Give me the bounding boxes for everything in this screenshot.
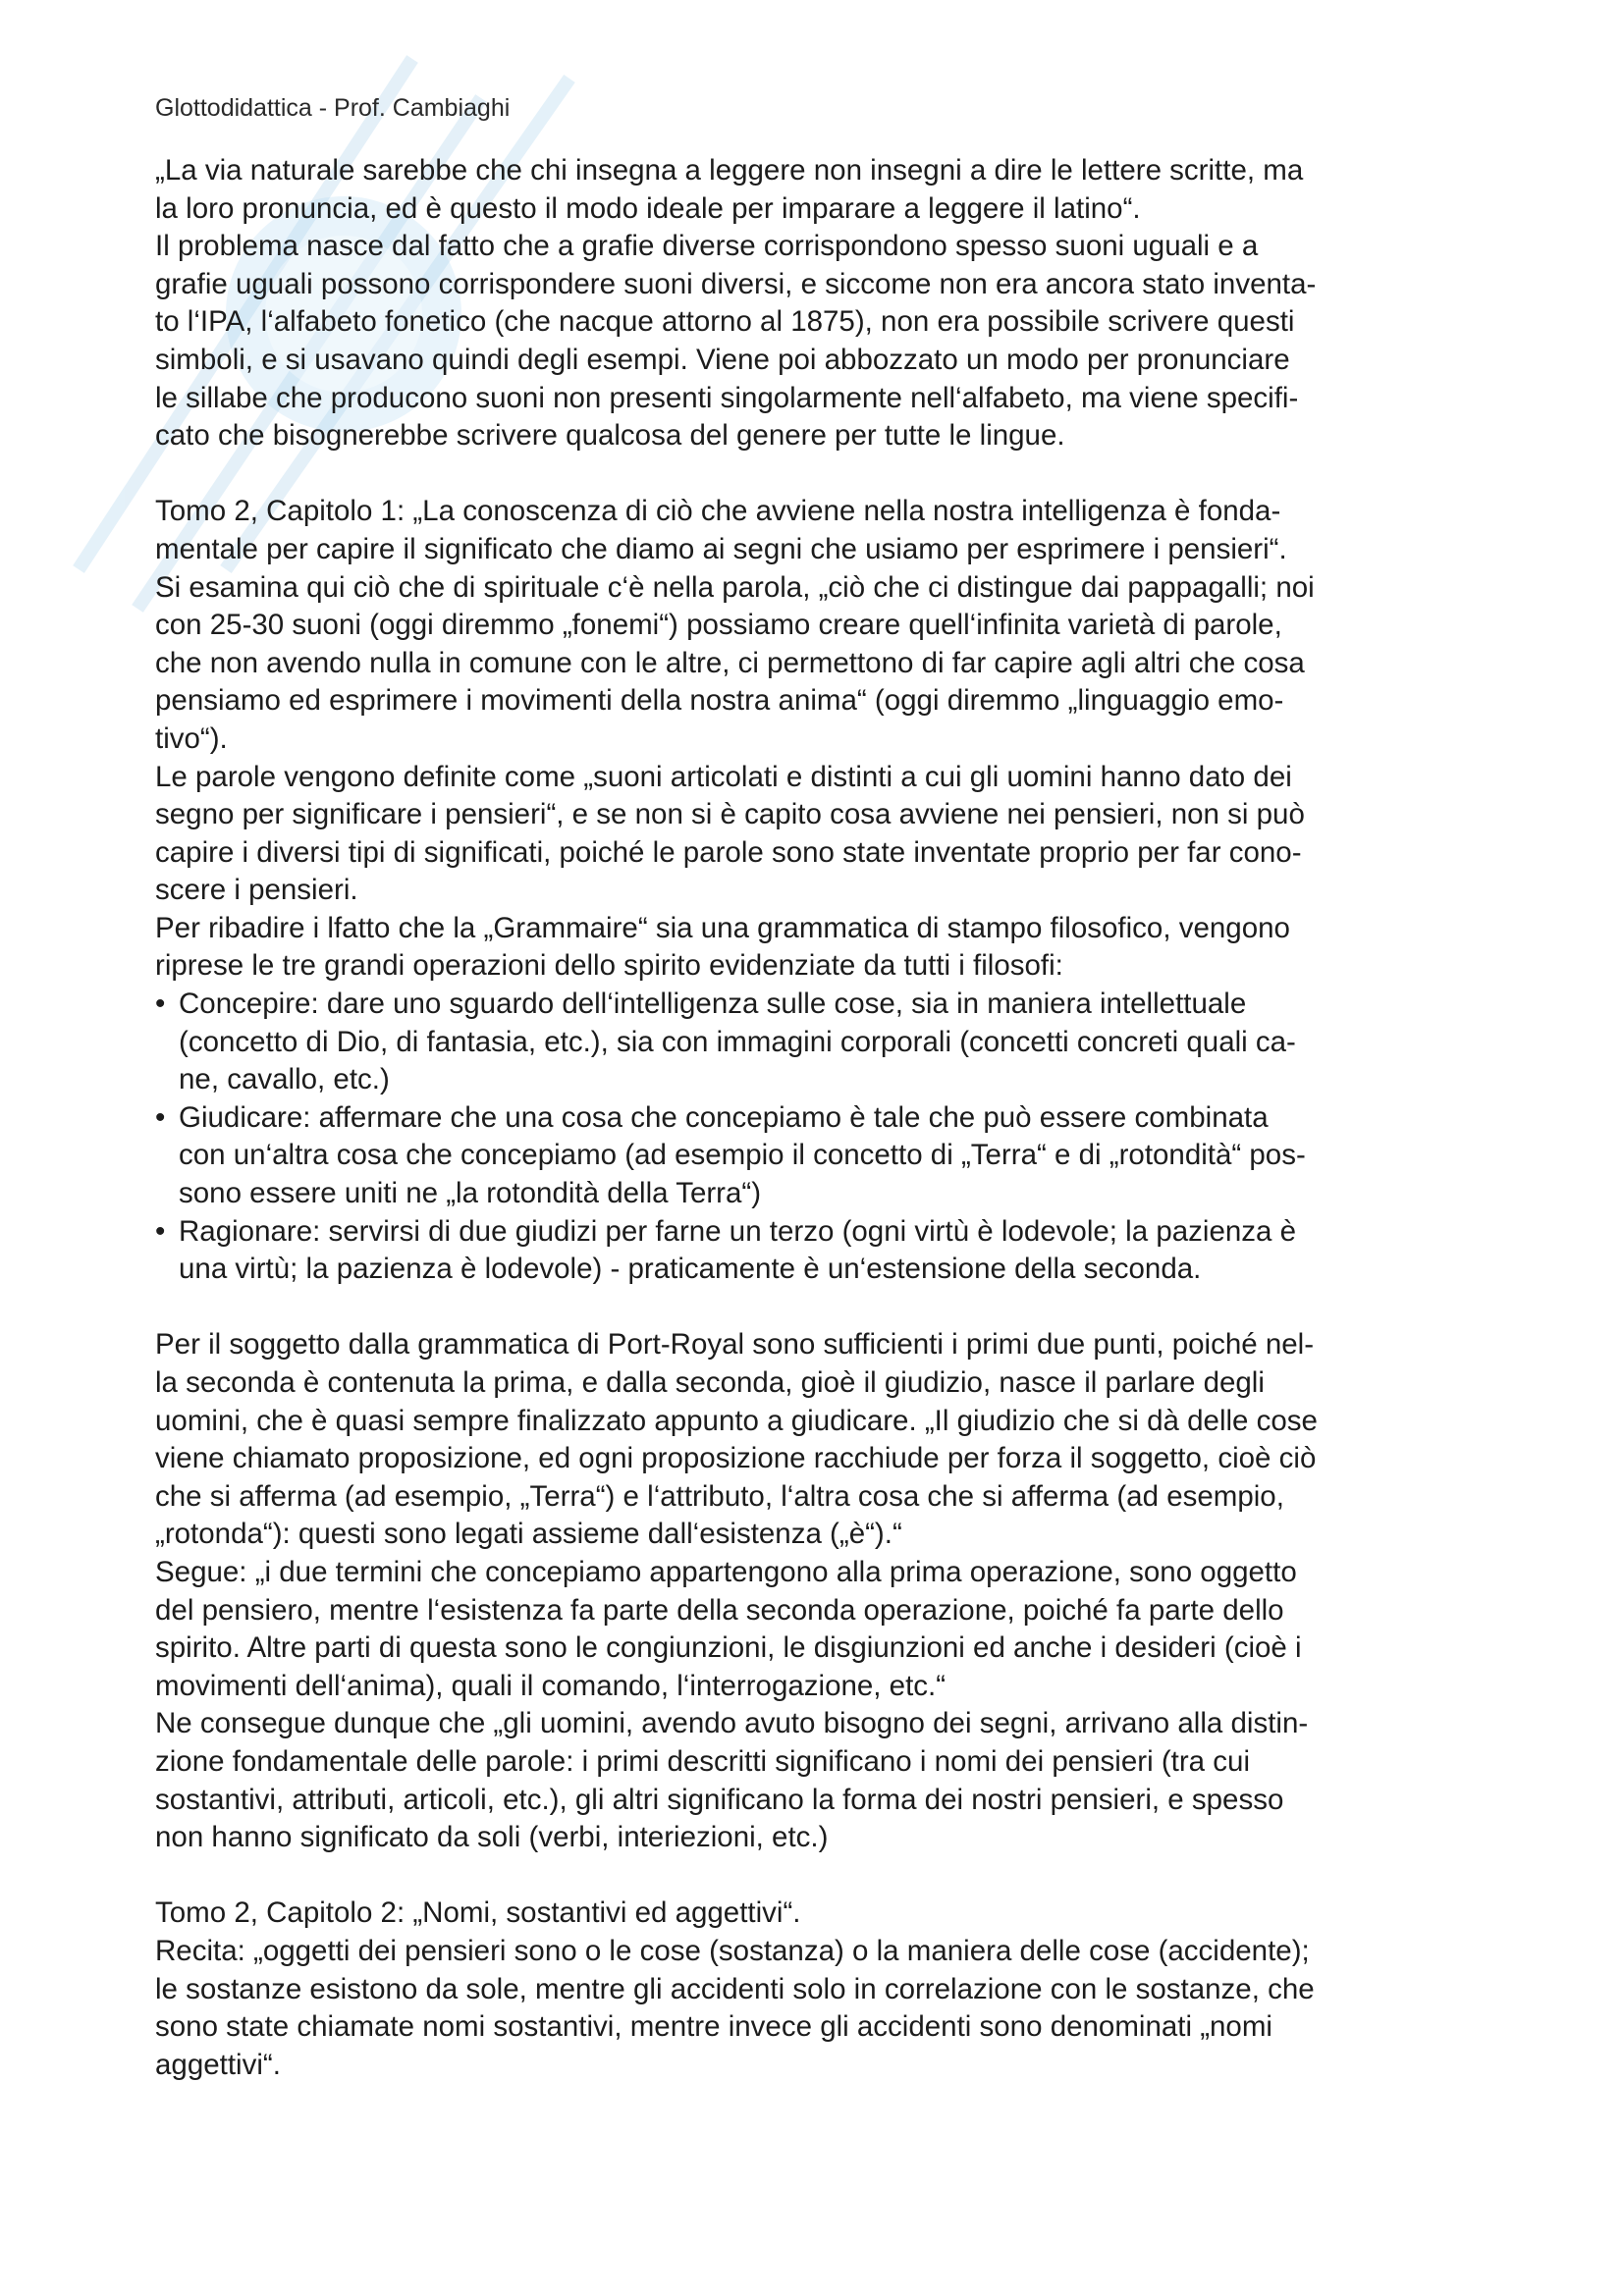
text-line: Per il soggetto dalla grammatica di Port-Royal sono sufficienti i primi due punti, poiché nel- — [155, 1328, 1315, 1362]
paragraph-gap — [155, 1289, 1490, 1327]
text-line: che si afferma (ad esempio, „Terra“) e l‘attributo, l‘altra cosa che si afferma (ad esempio, — [155, 1479, 1284, 1513]
text-line: viene chiamato proposizione, ed ogni proposizione racchiude per forza il soggetto, cioè ciò — [155, 1442, 1317, 1475]
text-line: uomini, che è quasi sempre finalizzato appunto a giudicare. „Il giudizio che si dà delle cose — [155, 1404, 1318, 1437]
text-line: zione fondamentale delle parole: i primi descritti significano i nomi dei pensieri (tra cui — [155, 1744, 1250, 1778]
text-line: Per ribadire i lfatto che la „Grammaire“ sia una grammatica di stampo filosofico, vengono — [155, 911, 1290, 944]
paragraph-tomo2-cap2 — [155, 1895, 1490, 2084]
bullet-item-concepire — [155, 986, 1490, 1099]
text-line: Ragionare: servirsi di due giudizi per farne un terzo (ogni virtù è lodevole; la pazienza è — [179, 1214, 1297, 1248]
text-line: Giudicare: affermare che una cosa che concepiamo è tale che può essere combinata — [179, 1100, 1269, 1134]
text-line: segno per significare i pensieri“, e se non si è capito cosa avviene nei pensieri, non si può — [155, 798, 1305, 831]
text-line: Il problema nasce dal fatto che a grafie diverse corrispondono spesso suoni uguali e a — [155, 230, 1259, 263]
text-line: con un‘altra cosa che concepiamo (ad esempio il concetto di „Terra“ e di „rotondità“ pos- — [179, 1139, 1306, 1172]
text-line: con 25-30 suoni (oggi diremmo „fonemi“) possiamo creare quell‘infinita varietà di parole, — [155, 609, 1282, 642]
text-line: spirito. Altre parti di questa sono le congiunzioni, le disgiunzioni ed anche i desideri (cioè i — [155, 1631, 1302, 1665]
page-header: Glottodidattica - Prof. Cambiaghi — [155, 94, 511, 122]
text-line: la seconda è contenuta la prima, e dalla seconda, gioè il giudizio, nasce il parlare degli — [155, 1366, 1265, 1399]
text-line: tivo“). — [155, 721, 228, 755]
text-line: Tomo 2, Capitolo 2: „Nomi, sostantivi ed aggettivi“. — [155, 1896, 801, 1930]
text-line: del pensiero, mentre l‘esistenza fa parte della seconda operazione, poiché fa parte dello — [155, 1593, 1284, 1627]
text-line: sono state chiamate nomi sostantivi, mentre invece gli accidenti sono denominati „nomi — [155, 2010, 1272, 2044]
paragraph-gap — [155, 1857, 1490, 1896]
text-line: le sostanze esistono da sole, mentre gli accidenti solo in correlazione con le sostanze, che — [155, 1972, 1315, 2005]
bullet-icon: • — [155, 1214, 166, 1248]
text-line: „rotonda“): questi sono legati assieme dall‘esistenza („è“).“ — [155, 1518, 902, 1551]
text-line: Si esamina qui ciò che di spirituale c‘è nella parola, „ciò che ci distingue dai pappagalli; noi — [155, 570, 1315, 604]
bullet-icon: • — [155, 1100, 166, 1134]
text-line: capire i diversi tipi di significati, poiché le parole sono state inventate proprio per far cono- — [155, 835, 1302, 869]
bullet-list — [155, 986, 1490, 1289]
text-line: „La via naturale sarebbe che chi insegna a leggere non insegni a dire le lettere scritte, ma — [155, 154, 1304, 187]
paragraph-tomo2-cap1 — [155, 493, 1490, 986]
text-line: sono essere uniti ne „la rotondità della Terra“) — [179, 1177, 762, 1210]
text-line: Tomo 2, Capitolo 1: „La conoscenza di ciò che avviene nella nostra intelligenza è fonda- — [155, 495, 1281, 528]
text-line: simboli, e si usavano quindi degli esempi. Viene poi abbozzato un modo per pronunciare — [155, 343, 1290, 376]
text-line: Concepire: dare uno sguardo dell‘intelligenza sulle cose, sia in maniera intellettuale — [179, 988, 1247, 1021]
text-line: Ne consegue dunque che „gli uomini, avendo avuto bisogno dei segni, arrivano alla distin- — [155, 1707, 1309, 1740]
paragraph-gap — [155, 455, 1490, 494]
text-line: ne, cavallo, etc.) — [179, 1063, 390, 1096]
paragraph-port-royal — [155, 1326, 1490, 1856]
bullet-item-giudicare — [155, 1099, 1490, 1213]
text-line: che non avendo nulla in comune con le altre, ci permettono di far capire agli altri che cosa — [155, 646, 1305, 679]
text-line: pensiamo ed esprimere i movimenti della nostra anima“ (oggi diremmo „linguaggio emo- — [155, 684, 1284, 718]
text-line: Segue: „i due termini che concepiamo appartengono alla prima operazione, sono oggetto — [155, 1555, 1297, 1588]
text-line: Recita: „oggetti dei pensieri sono o le cose (sostanza) o la maniera delle cose (accidente); — [155, 1934, 1310, 1967]
text-line: una virtù; la pazienza è lodevole) - praticamente è un‘estensione della seconda. — [179, 1253, 1202, 1286]
text-line: mentale per capire il significato che diamo ai segni che usiamo per esprimere i pensieri“. — [155, 532, 1287, 565]
text-line: non hanno significato da soli (verbi, interiezioni, etc.) — [155, 1821, 829, 1854]
text-line: la loro pronuncia, ed è questo il modo ideale per imparare a leggere il latino“. — [155, 191, 1141, 225]
document-body — [155, 152, 1490, 2084]
text-line: to l‘IPA, l‘alfabeto fonetico (che nacque attorno al 1875), non era possibile scrivere questi — [155, 305, 1295, 339]
bullet-item-ragionare — [155, 1213, 1490, 1289]
text-line: sostantivi, attributi, articoli, etc.), gli altri significano la forma dei nostri pensieri, e spesso — [155, 1783, 1284, 1816]
text-line: le sillabe che producono suoni non presenti singolarmente nell‘alfabeto, ma viene specifi- — [155, 381, 1299, 414]
text-line: grafie uguali possono corrispondere suoni diversi, e siccome non era ancora stato inventa- — [155, 267, 1317, 300]
text-line: Le parole vengono definite come „suoni articolati e distinti a cui gli uomini hanno dato dei — [155, 760, 1292, 793]
text-line: movimenti dell‘anima), quali il comando, l‘interrogazione, etc.“ — [155, 1669, 947, 1702]
bullet-icon: • — [155, 988, 166, 1021]
text-line: (concetto di Dio, di fantasia, etc.), sia con immagini corporali (concetti concreti quali ca- — [179, 1025, 1296, 1058]
text-line: scere i pensieri. — [155, 874, 358, 907]
text-line: riprese le tre grandi operazioni dello spirito evidenziate da tutti i filosofi: — [155, 949, 1063, 983]
text-line: aggettivi“. — [155, 2048, 281, 2081]
paragraph-ipa — [155, 152, 1490, 455]
text-line: cato che bisognerebbe scrivere qualcosa del genere per tutte le lingue. — [155, 419, 1065, 453]
